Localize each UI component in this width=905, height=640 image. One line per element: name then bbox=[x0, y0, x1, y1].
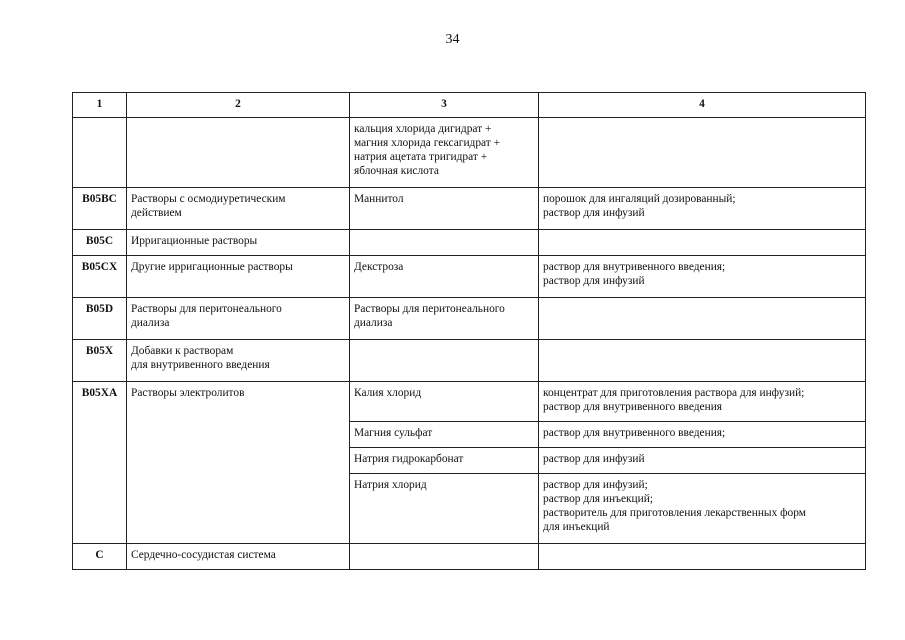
group-name-cell bbox=[127, 340, 350, 382]
drug-line: кальция хлорида дигидрат + bbox=[354, 123, 492, 135]
drug-line: диализа bbox=[354, 317, 393, 329]
group-line: Растворы с осмодиуретическим bbox=[131, 193, 286, 205]
group-name-cell bbox=[127, 118, 350, 188]
drug-line: Декстроза bbox=[354, 261, 404, 273]
drug-line: магния хлорида гексагидрат + bbox=[354, 137, 501, 149]
drug-name-cell bbox=[350, 544, 539, 570]
drug-name-cell bbox=[350, 340, 539, 382]
group-line: Растворы для перитонеального bbox=[131, 303, 282, 315]
dosage-form-cell bbox=[539, 448, 866, 474]
dosage-form-cell bbox=[539, 474, 866, 544]
table-header-row bbox=[73, 93, 866, 118]
drug-line: Маннитол bbox=[354, 193, 404, 205]
table-row bbox=[73, 544, 866, 570]
column-header-3: 3 bbox=[350, 93, 539, 118]
table-row bbox=[73, 230, 866, 256]
dosage-form-cell bbox=[539, 422, 866, 448]
dosage-form-cell bbox=[539, 230, 866, 256]
table-row bbox=[73, 256, 866, 298]
drug-name-cell bbox=[350, 298, 539, 340]
dosage-form-cell bbox=[539, 382, 866, 422]
form-line: раствор для внутривенного введения bbox=[543, 401, 723, 413]
column-header-1: 1 bbox=[73, 93, 127, 118]
column-header-4: 4 bbox=[539, 93, 866, 118]
dosage-form-cell bbox=[539, 256, 866, 298]
drug-name-cell bbox=[350, 256, 539, 298]
group-line: диализа bbox=[131, 317, 170, 329]
group-name-cell bbox=[127, 544, 350, 570]
form-line: концентрат для приготовления раствора для инфузий; bbox=[543, 387, 805, 399]
column-header-2: 2 bbox=[127, 93, 350, 118]
drug-name-cell bbox=[350, 188, 539, 230]
form-line: раствор для инфузий bbox=[543, 275, 645, 287]
form-line: для инъекций bbox=[543, 521, 610, 533]
atc-code-cell: B05C bbox=[73, 230, 127, 256]
group-line: Ирригационные растворы bbox=[131, 235, 258, 247]
table-row bbox=[73, 340, 866, 382]
atc-code-cell: B05CX bbox=[73, 256, 127, 298]
form-line: раствор для инъекций; bbox=[543, 493, 654, 505]
form-line: растворитель для приготовления лекарственных форм bbox=[543, 507, 806, 519]
dosage-form-cell bbox=[539, 188, 866, 230]
drug-name-cell bbox=[350, 118, 539, 188]
table-row bbox=[73, 382, 866, 422]
atc-code-cell: B05D bbox=[73, 298, 127, 340]
form-line: раствор для внутривенного введения; bbox=[543, 427, 726, 439]
group-name-cell bbox=[127, 256, 350, 298]
atc-code-cell bbox=[73, 118, 127, 188]
group-line: действием bbox=[131, 207, 182, 219]
form-line: раствор для внутривенного введения; bbox=[543, 261, 726, 273]
atc-code-cell: B05X bbox=[73, 340, 127, 382]
group-line: Растворы электролитов bbox=[131, 387, 245, 399]
group-name-cell bbox=[127, 230, 350, 256]
drug-line: Натрия гидрокарбонат bbox=[354, 453, 464, 465]
form-line: раствор для инфузий bbox=[543, 453, 645, 465]
drug-name-cell bbox=[350, 382, 539, 422]
atc-code-cell: B05XA bbox=[73, 382, 127, 544]
table-row bbox=[73, 298, 866, 340]
drug-line: яблочная кислота bbox=[354, 165, 439, 177]
dosage-form-cell bbox=[539, 298, 866, 340]
atc-code-cell: C bbox=[73, 544, 127, 570]
dosage-form-cell bbox=[539, 118, 866, 188]
group-line: для внутривенного введения bbox=[131, 359, 270, 371]
drug-name-cell bbox=[350, 422, 539, 448]
drug-registry-table bbox=[72, 92, 866, 570]
form-line: порошок для ингаляций дозированный; bbox=[543, 193, 736, 205]
atc-code-cell: B05BC bbox=[73, 188, 127, 230]
drug-name-cell bbox=[350, 230, 539, 256]
dosage-form-cell bbox=[539, 340, 866, 382]
drug-line: Натрия хлорид bbox=[354, 479, 427, 491]
drug-line: натрия ацетата тригидрат + bbox=[354, 151, 488, 163]
group-name-cell bbox=[127, 298, 350, 340]
table-row bbox=[73, 188, 866, 230]
drug-name-cell bbox=[350, 474, 539, 544]
group-line: Сердечно-сосудистая система bbox=[131, 549, 276, 561]
group-name-cell bbox=[127, 188, 350, 230]
form-line: раствор для инфузий bbox=[543, 207, 645, 219]
group-line: Другие ирригационные растворы bbox=[131, 261, 293, 273]
dosage-form-cell bbox=[539, 544, 866, 570]
page-number: 34 bbox=[445, 32, 460, 47]
drug-line: Магния сульфат bbox=[354, 427, 433, 439]
group-name-cell bbox=[127, 382, 350, 544]
form-line: раствор для инфузий; bbox=[543, 479, 648, 491]
drug-line: Растворы для перитонеального bbox=[354, 303, 505, 315]
group-line: Добавки к растворам bbox=[131, 345, 234, 357]
drug-line: Калия хлорид bbox=[354, 387, 422, 399]
drug-name-cell bbox=[350, 448, 539, 474]
table-row bbox=[73, 118, 866, 188]
